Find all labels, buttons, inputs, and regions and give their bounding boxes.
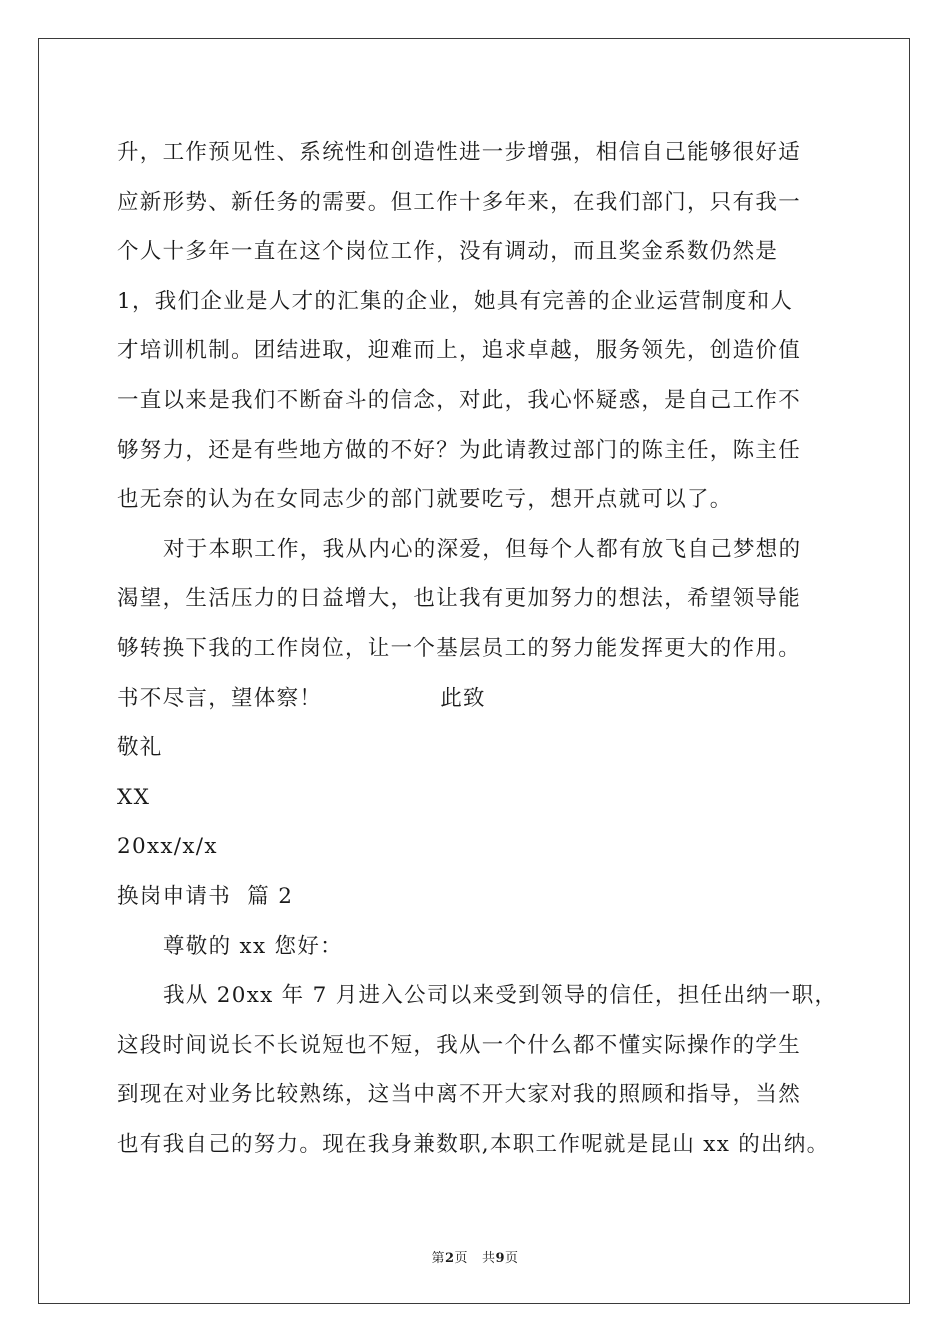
text-line: 够转换下我的工作岗位，让一个基层员工的努力能发挥更大的作用。 [117,635,802,661]
total-prefix: 共 [481,1251,496,1266]
regards: 敬礼 [117,735,163,761]
text-line: 也有我自己的努力。现在我身兼数职,本职工作呢就是昆山 xx 的出纳。 [117,1131,830,1157]
text-line: 渴望，生活压力的日益增大，也让我有更加努力的想法，希望领导能 [117,586,802,612]
text-line: 应新形势、新任务的需要。但工作十多年来，在我们部门，只有我一 [117,189,802,215]
signature: XX [117,784,151,810]
page-number: 2 [444,1251,455,1266]
closing-text: 书不尽言，望体察！ [117,685,323,711]
paragraph-start-line: 我从 20xx 年 7 月进入公司以来受到领导的信任，担任出纳一职， [163,983,838,1009]
text-line: 个人十多年一直在这个岗位工作，没有调动，而且奖金系数仍然是 [117,239,779,265]
closing-line [117,674,837,724]
total-pages: 9 [495,1251,506,1266]
text-line: 这段时间说长不长说短也不短，我从一个什么都不懂实际操作的学生 [117,1032,802,1058]
closing-salute: 此致 [440,685,486,711]
text-line: 一直以来是我们不断奋斗的信念，对此，我心怀疑惑，是自己工作不 [117,387,802,413]
section-title: 换岗申请书 篇 2 [117,883,294,909]
text-line: 1，我们企业是人才的汇集的企业，她具有完善的企业运营制度和人 [117,288,794,314]
page-unit: 页 [454,1251,469,1266]
page-prefix: 第 [431,1251,445,1266]
total-unit: 页 [505,1251,519,1266]
text-line: 到现在对业务比较熟练，这当中离不开大家对我的照顾和指导，当然 [117,1082,802,1108]
text-line: 够努力，还是有些地方做的不好？为此请教过部门的陈主任，陈主任 [117,437,802,463]
date: 20xx/x/x [117,834,218,860]
document-body [117,128,837,1169]
page-footer [0,1247,950,1266]
text-line: 也无奈的认为在女同志少的部门就要吃亏，想开点就可以了。 [117,487,733,513]
paragraph-start-line: 对于本职工作，我从内心的深爱，但每个人都有放飞自己梦想的 [163,536,802,562]
text-line: 才培训机制。团结进取，迎难而上，追求卓越，服务领先，创造价值 [117,338,802,364]
text-line: 升，工作预见性、系统性和创造性进一步增强，相信自己能够很好适 [117,140,802,165]
greeting: 尊敬的 xx 您好： [163,933,343,959]
